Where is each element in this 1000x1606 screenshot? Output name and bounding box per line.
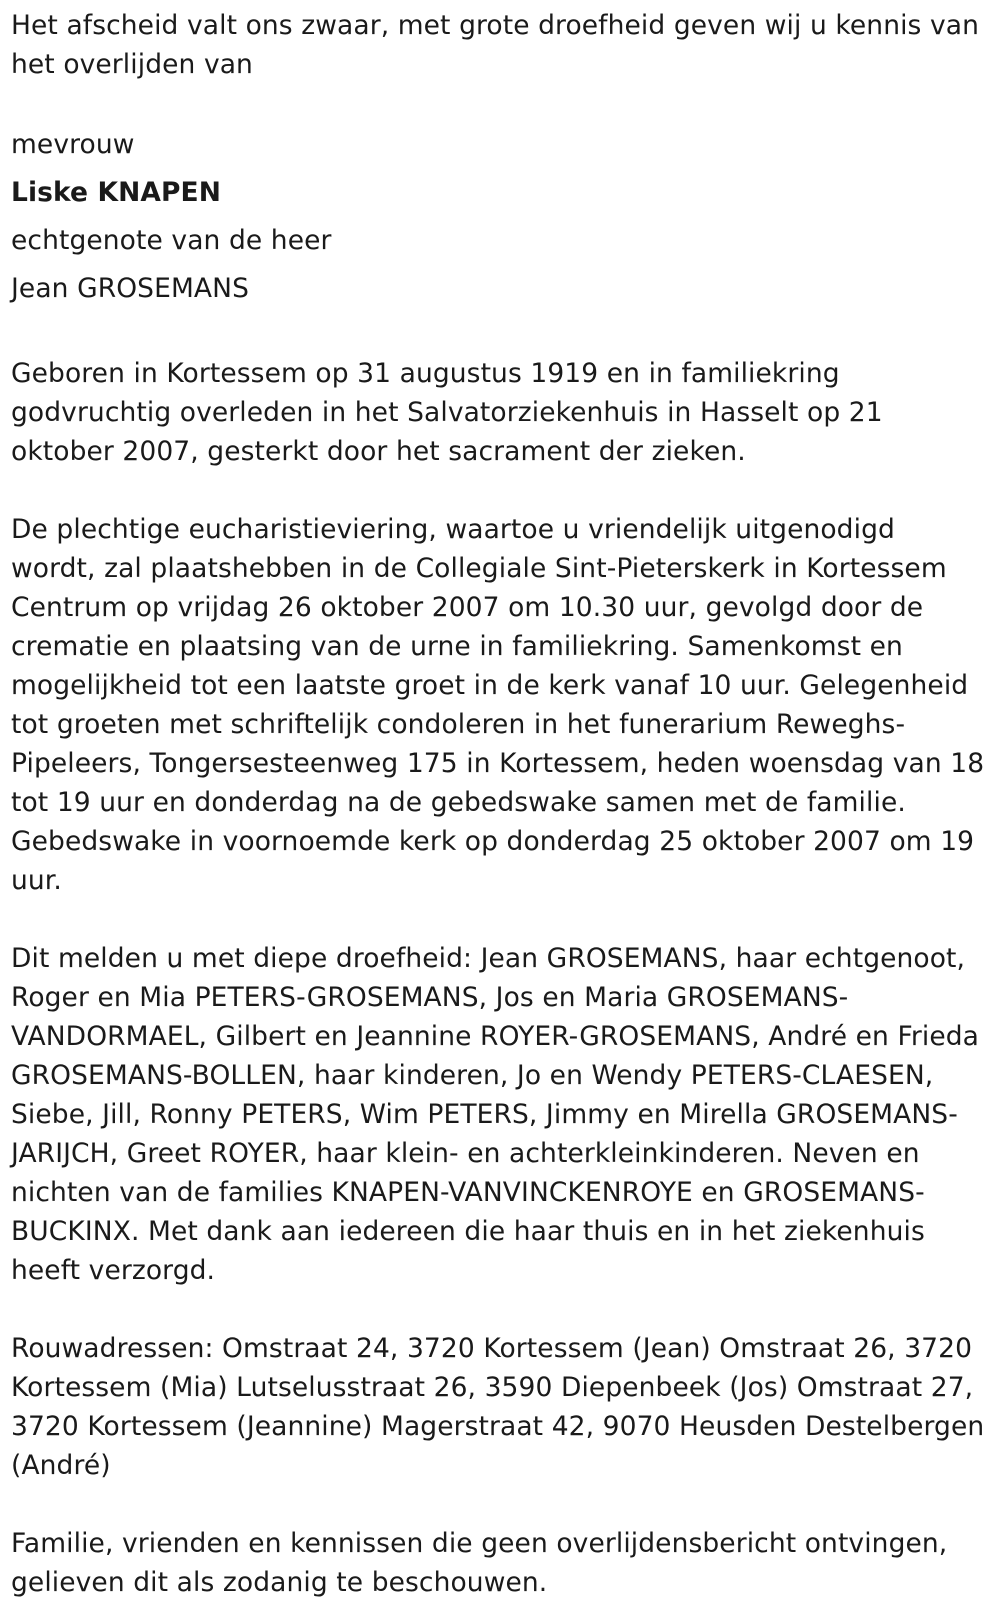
addresses-paragraph: Rouwadressen: Omstraat 24, 3720 Kortessem (Jean) Omstraat 26, 3720 Kortessem (Mia) Lutselusstraat 26, 3590 Diepenbeek (Jos) Omstraat 27, 3720 Kortessem (Jeannine) Magerstraat 42, 9070 Heusden Destelbergen (André) <box>11 1333 985 1481</box>
family-paragraph: Dit melden u met diepe droefheid: Jean GROSEMANS, haar echtgenoot, Roger en Mia PETERS-GROSEMANS, Jos en Maria GROSEMANS-VANDORMAEL, Gilbert en Jeannine ROYER-GROSEMANS, André en Frieda GROSEMANS-BOLLEN, haar kinderen, Jo en Wendy PETERS-CLAESEN, Siebe, Jill, Ronny PETERS, Wim PETERS, Jimmy en Mirella GROSEMANS-JARIJCH, Greet ROYER, haar klein- en achterkleinkinderen. Neven en nichten van de families KNAPEN-VANVINCKENROYE en GROSEMANS-BUCKINX. Met dank aan iedereen die haar thuis en in het ziekenhuis heeft verzorgd. <box>11 943 979 1286</box>
spacer <box>11 313 986 352</box>
obituary-document <box>11 0 986 1602</box>
birth-death-paragraph: Geboren in Kortessem op 31 augustus 1919 en in familiekring godvruchtig overleden in het Salvatorziekenhuis in Hasselt op 21 oktober 2007, gesterkt door het sacrament der zieken. <box>11 358 883 467</box>
intro-paragraph: Het afscheid valt ons zwaar, met grote droefheid geven wij u kennis van het overlijden van <box>11 10 979 80</box>
spacer <box>11 84 986 123</box>
spacer <box>11 1485 986 1524</box>
spacer <box>11 471 986 510</box>
closing-paragraph: Familie, vrienden en kennissen die geen overlijdensbericht ontvingen, gelieven dit als zodanig te beschouwen. <box>11 1528 948 1598</box>
spacer <box>11 1290 986 1329</box>
deceased-name: Liske KNAPEN <box>11 177 221 208</box>
spouse-name: Jean GROSEMANS <box>11 273 249 304</box>
honorific-title: mevrouw <box>11 129 135 160</box>
deceased-block <box>11 121 986 313</box>
ceremony-paragraph: De plechtige eucharistieviering, waartoe u vriendelijk uitgenodigd wordt, zal plaatshebben in de Collegiale Sint-Pieterskerk in Kortessem Centrum op vrijdag 26 oktober 2007 om 10.30 uur, gevolgd door de crematie en plaatsing van de urne in familiekring. Samenkomst en mogelijkheid tot een laatste groet in de kerk vanaf 10 uur. Gelegenheid tot groeten met schriftelijk condoleren in het funerarium Reweghs-Pipeleers, Tongersesteenweg 175 in Kortessem, heden woensdag van 18 tot 19 uur en donderdag na de gebedswake samen met de familie. Gebedswake in voornoemde kerk op donderdag 25 oktober 2007 om 19 uur. <box>11 514 985 896</box>
relation-text: echtgenote van de heer <box>11 225 332 256</box>
spacer <box>11 900 986 939</box>
